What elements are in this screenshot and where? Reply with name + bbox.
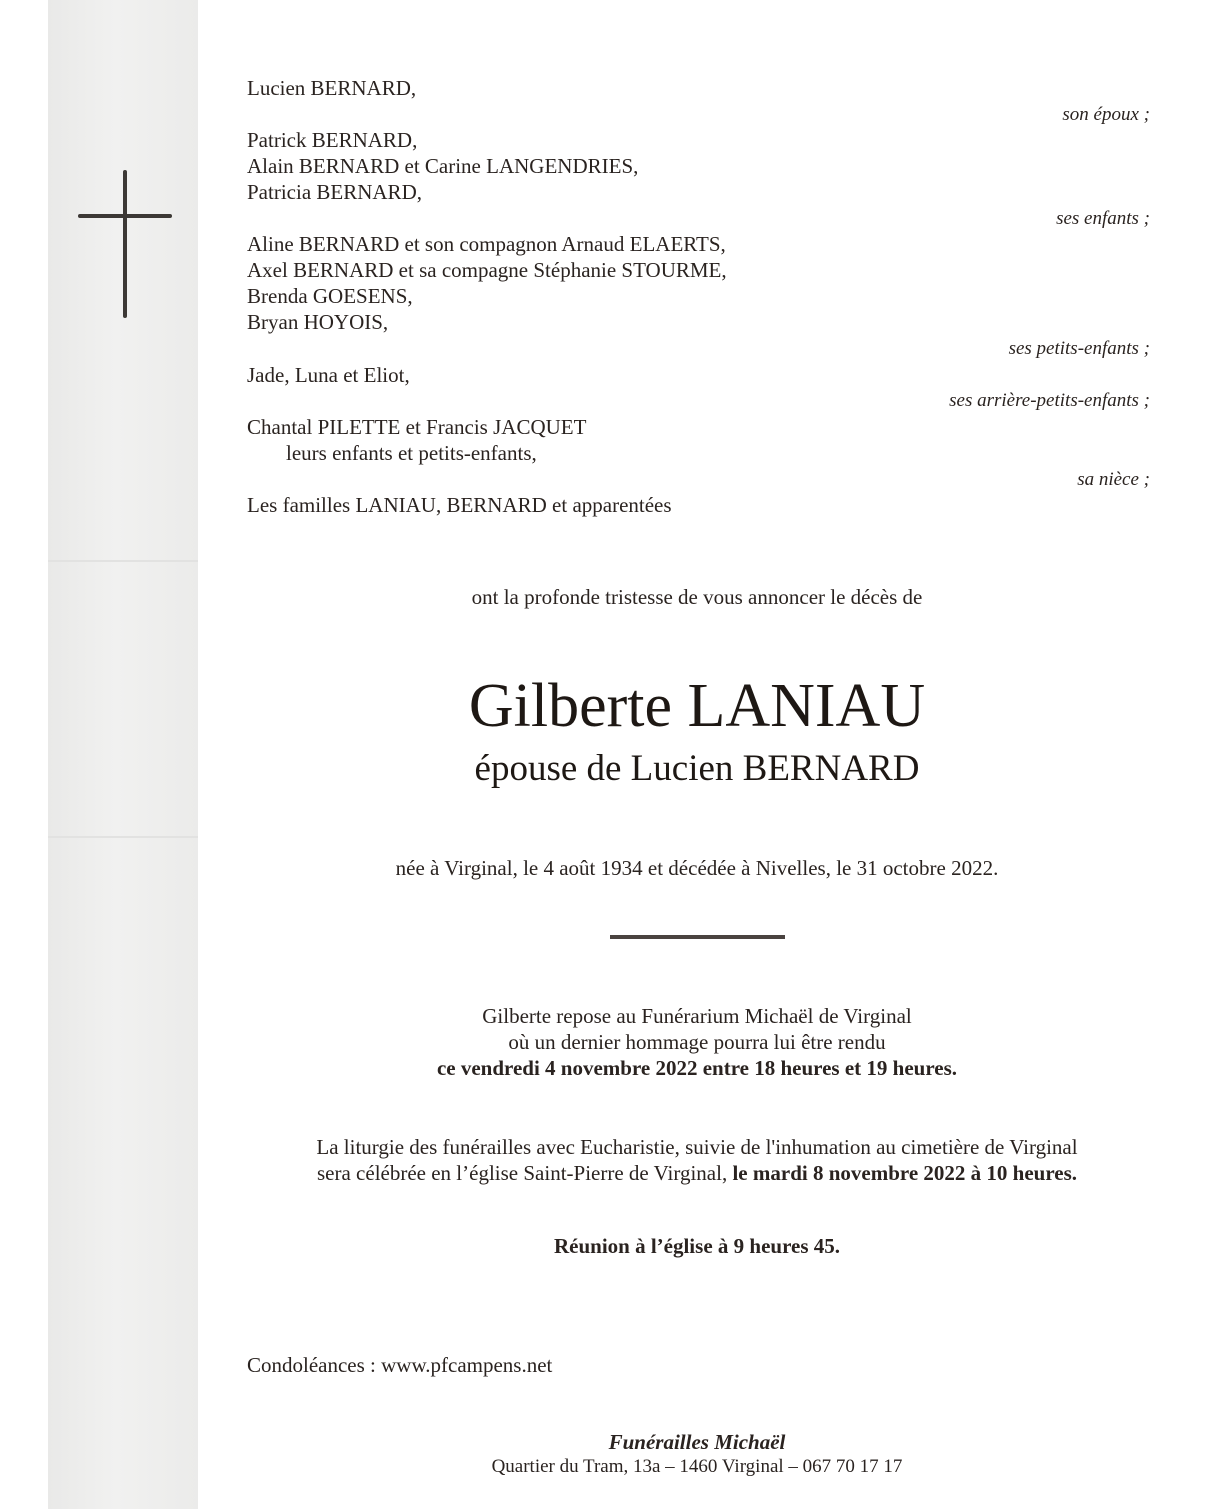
funeral-line	[197, 1160, 1197, 1186]
divider	[610, 935, 785, 939]
visitation-line: Gilberte repose au Funérarium Michaël de Virginal	[482, 1004, 912, 1028]
children-relation: ses enfants ;	[1056, 208, 1150, 229]
grandchild-name: Brenda GOESENS,	[247, 284, 413, 308]
meeting-time: Réunion à l’église à 9 heures 45.	[553, 1234, 841, 1258]
niece-name: Chantal PILETTE et Francis JACQUET	[247, 415, 587, 439]
deceased-spouse-of: épouse de Lucien BERNARD	[474, 748, 920, 789]
grandchild-name: Bryan HOYOIS,	[247, 310, 389, 334]
niece-descendants: leurs enfants et petits-enfants,	[286, 441, 537, 465]
grandchild-name: Axel BERNARD et sa compagne Stéphanie STOURME,	[247, 258, 727, 282]
funeral-date: le mardi 8 novembre 2022 à 10 heures.	[732, 1161, 1077, 1185]
grandchildren-relation: ses petits-enfants ;	[1008, 338, 1150, 359]
grandchild-name: Aline BERNARD et son compagnon Arnaud ELAERTS,	[247, 232, 726, 256]
child-name: Patrick BERNARD,	[247, 128, 418, 152]
great-grandchildren-names: Jade, Luna et Eliot,	[247, 363, 410, 387]
visitation-date: ce vendredi 4 novembre 2022 entre 18 heures et 19 heures.	[436, 1056, 958, 1080]
visitation-line: où un dernier hommage pourra lui être rendu	[508, 1030, 886, 1054]
child-name: Patricia BERNARD,	[247, 180, 422, 204]
families-line: Les familles LANIAU, BERNARD et apparentées	[247, 493, 672, 517]
funeral-place: sera célébrée en l’église Saint-Pierre de Virginal,	[317, 1161, 733, 1185]
spouse-relation: son époux ;	[1062, 104, 1150, 125]
deceased-name: Gilberte LANIAU	[468, 672, 926, 740]
birth-death-dates: née à Virginal, le 4 août 1934 et décédée à Nivelles, le 31 octobre 2022.	[395, 856, 999, 880]
funeral-home-name: Funérailles Michaël	[608, 1430, 786, 1454]
funeral-home-address: Quartier du Tram, 13a – 1460 Virginal – 067 70 17 17	[491, 1456, 903, 1477]
child-name: Alain BERNARD et Carine LANGENDRIES,	[247, 154, 639, 178]
niece-relation: sa nièce ;	[1077, 469, 1150, 490]
spouse-name: Lucien BERNARD,	[247, 76, 417, 100]
announcement-text: ont la profonde tristesse de vous annoncer le décès de	[471, 585, 923, 609]
great-grandchildren-relation: ses arrière-petits-enfants ;	[949, 390, 1150, 411]
funeral-line: La liturgie des funérailles avec Eucharistie, suivie de l'inhumation au cimetière de Virginal	[316, 1135, 1078, 1159]
condolences-line: Condoléances : www.pfcampens.net	[247, 1353, 553, 1377]
